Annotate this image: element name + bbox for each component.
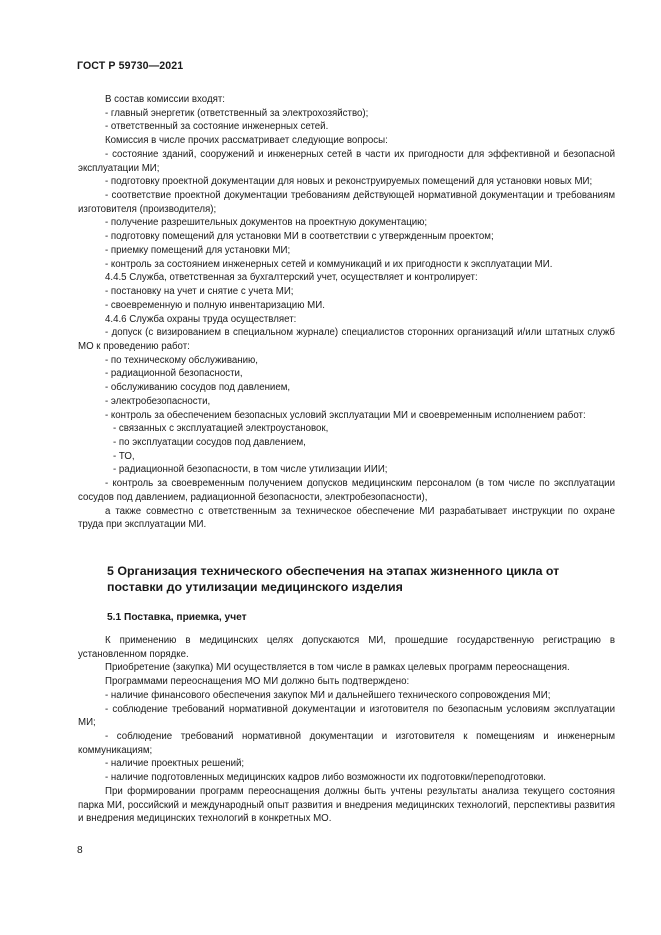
- standard-header: ГОСТ Р 59730—2021: [77, 60, 184, 72]
- list-item: - по техническому обслуживанию,: [105, 354, 258, 366]
- list-item: - главный энергетик (ответственный за электрохозяйство);: [105, 107, 369, 119]
- sub-list-item: - ТО,: [113, 450, 135, 462]
- clause-4-4-6: 4.4.6 Служба охраны труда осуществляет:: [105, 313, 297, 325]
- list-item: - подготовку проектной документации для новых и реконструируемых помещений для установки новых МИ;: [105, 176, 593, 188]
- paragraph: Комиссия в числе прочих рассматривает следующие вопросы:: [105, 135, 388, 147]
- list-item: - соблюдение требований нормативной документации и изготовителя по безопасным условиям эксплуатации МИ;: [78, 703, 615, 729]
- paragraph: К применению в медицинских целях допускаются МИ, прошедшие государственную регистрацию в установленном порядке.: [78, 635, 615, 660]
- list-item: - контроль за обеспечением безопасных условий эксплуатации МИ и своевременным исполнением работ:: [105, 409, 586, 421]
- paragraph: а также совместно с ответственным за техническое обеспечение МИ разрабатывает инструкции по охране труда при эксплуатации МИ.: [78, 505, 615, 531]
- clause-4-4-5: 4.4.5 Служба, ответственная за бухгалтерский учет, осуществляет и контролирует:: [105, 272, 478, 284]
- sub-list-item: - по эксплуатации сосудов под давлением,: [113, 436, 306, 448]
- section-5-title: 5 Организация технического обеспечения на этапах жизненного цикла от поставки до утилизации медицинского изделия: [107, 564, 560, 594]
- list-item: - наличие финансового обеспечения закупок МИ и дальнейшего технического сопровождения МИ;: [105, 689, 551, 701]
- list-item: - получение разрешительных документов на проектную документацию;: [105, 217, 428, 229]
- page-number: 8: [77, 845, 83, 856]
- list-item: - радиационной безопасности,: [105, 368, 243, 380]
- list-item: - контроль за своевременным получением допусков медицинским персоналом (в том числе по эксплуатации сосудов под давлением, радиационной безопасности, электробезопасности),: [78, 478, 615, 503]
- sub-list-item: - радиационной безопасности, в том числе утилизации ИИИ;: [113, 464, 388, 476]
- paragraph: Приобретение (закупка) МИ осуществляется в том числе в рамках целевых программ переоснащения.: [105, 662, 570, 674]
- body-text-block-1: [78, 93, 615, 532]
- body-text-block-2: [78, 634, 615, 826]
- paragraph: При формировании программ переоснащения должны быть учтены результаты анализа текущего состояния парка МИ, российский и международный опыт развития и внедрения медицинских технологий, перспективы развития и внедрения медицинских технологий в конкретных МО.: [78, 785, 615, 825]
- sub-list-item: - связанных с эксплуатацией электроустановок,: [113, 423, 329, 435]
- subsection-5-1-title: 5.1 Поставка, приемка, учет: [107, 612, 247, 623]
- list-item: - контроль за состоянием инженерных сетей и коммуникаций и их пригодности к эксплуатации МИ.: [105, 258, 553, 270]
- list-item: - подготовку помещений для установки МИ в соответствии с утвержденным проектом;: [105, 231, 494, 243]
- list-item: - соблюдение требований нормативной документации и изготовителя к помещениям и инженерным коммуникациям;: [78, 731, 615, 756]
- list-item: - обслуживанию сосудов под давлением,: [105, 382, 291, 394]
- paragraph: Программами переоснащения МО МИ должно быть подтверждено:: [105, 676, 410, 688]
- list-item: - ответственный за состояние инженерных сетей.: [105, 121, 329, 133]
- list-item: - соответствие проектной документации требованиям действующей нормативной документации и требованиям изготовителя (производителя);: [78, 190, 615, 215]
- list-item: - допуск (с визированием в специальном журнале) специалистов сторонних организаций и/или штатных служб МО к проведению работ:: [78, 327, 615, 352]
- list-item: - наличие подготовленных медицинских кадров либо возможности их подготовки/переподготовки.: [105, 772, 546, 784]
- list-item: - электробезопасности,: [105, 395, 211, 407]
- list-item: - своевременную и полную инвентаризацию МИ.: [105, 299, 325, 311]
- list-item: - наличие проектных решений;: [105, 758, 245, 770]
- list-item: - постановку на учет и снятие с учета МИ;: [105, 286, 294, 298]
- list-item: - приемку помещений для установки МИ;: [105, 244, 291, 256]
- paragraph: В состав комиссии входят:: [105, 94, 225, 105]
- list-item: - состояние зданий, сооружений и инженерных сетей в части их пригодности для эффективной и безопасной эксплуатации МИ;: [78, 148, 615, 174]
